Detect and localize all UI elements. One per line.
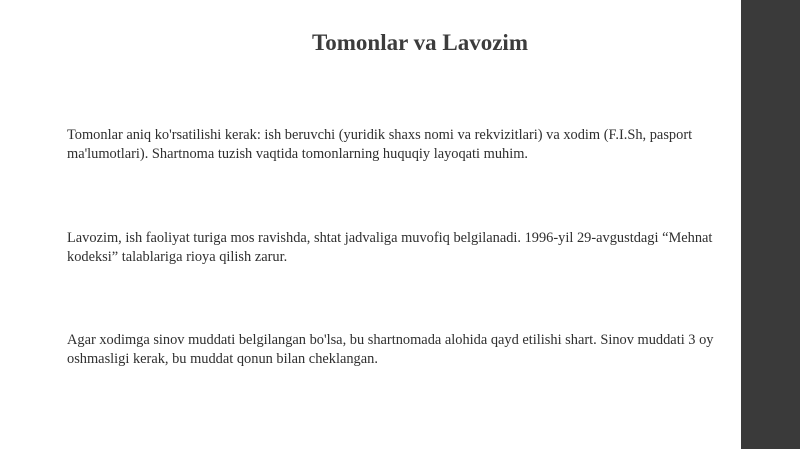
paragraph-line: Lavozim, ish faoliyat turiga mos ravishda, shtat jadvaliga muvofiq belgilanadi. 1996-yil 29-avgustdagi “Mehnat bbox=[67, 230, 713, 246]
paragraph-line: Agar xodimga sinov muddati belgilangan bo'lsa, bu shartnomada alohida qayd etilishi shart. Sinov muddati 3 oy bbox=[67, 332, 714, 348]
paragraph-line: Tomonlar aniq ko'rsatilishi kerak: ish beruvchi (yuridik shaxs nomi va rekvizitlari) va xodim (F.I.Sh, pasport bbox=[67, 127, 693, 143]
slide-title: Tomonlar va Lavozim bbox=[312, 30, 528, 55]
paragraph-line: kodeksi” talablariga rioya qilish zarur. bbox=[67, 249, 288, 265]
paragraph-position bbox=[67, 229, 741, 267]
paragraph-probation bbox=[67, 331, 741, 369]
paragraph-parties bbox=[67, 126, 741, 164]
side-panel bbox=[741, 0, 800, 449]
paragraph-line: oshmasligi kerak, bu muddat qonun bilan cheklangan. bbox=[67, 351, 378, 367]
paragraph-line: ma'lumotlari). Shartnoma tuzish vaqtida tomonlarning huquqiy layoqati muhim. bbox=[67, 146, 529, 162]
